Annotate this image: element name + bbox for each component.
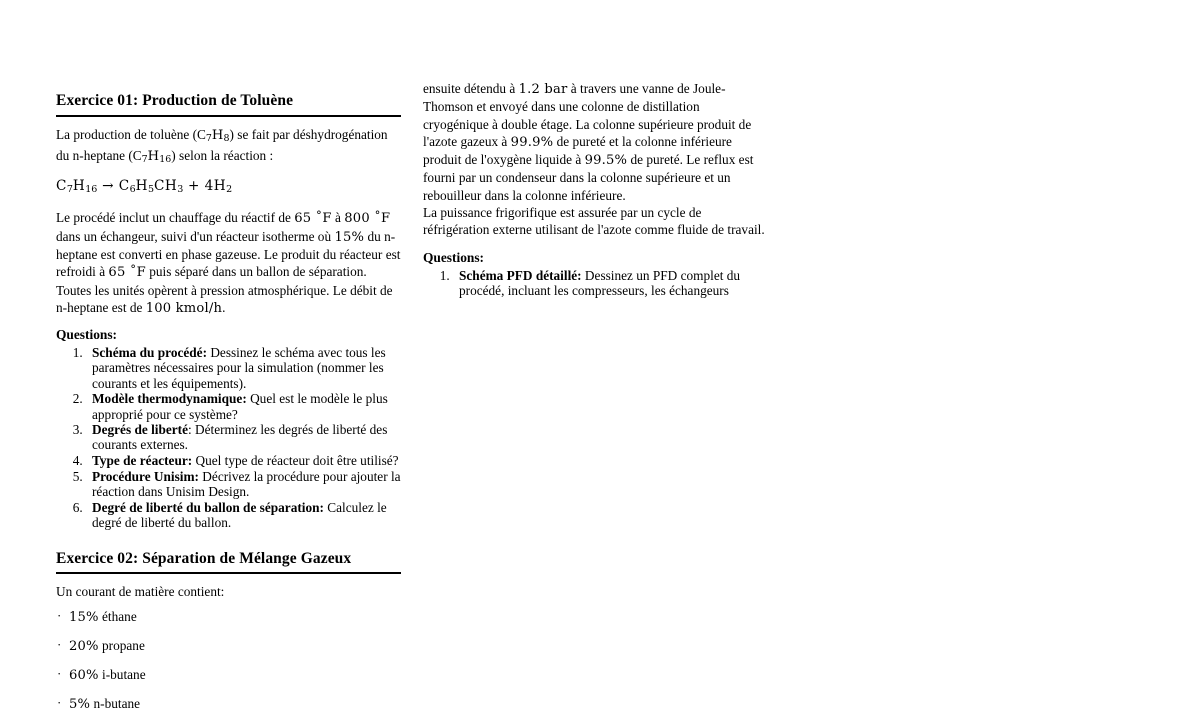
list-item: [56, 609, 401, 626]
process-text-2: à: [331, 210, 345, 226]
process-text-4: du n-heptane est converti en phase gazeuse. Le produit du réacteur est refroidi à: [56, 228, 401, 280]
toluene-sub-h: 8: [223, 132, 230, 144]
component-name: i-butane: [98, 666, 146, 682]
continuation-text-4: de pureté. Le reflux est fourni par un condenseur dans la colonne supérieure et un rebouilleur dans la colonne inférieure.: [423, 152, 754, 203]
exercise-1-heading-rule: [56, 115, 401, 117]
question-text: Calculez le degré de liberté du ballon.: [92, 499, 387, 530]
exercise-2-heading: Exercice 02: Séparation de Mélange Gazeux: [56, 549, 352, 567]
list-item: [86, 422, 401, 452]
component-name: éthane: [98, 608, 137, 624]
right-column: [423, 80, 765, 299]
question-title: Degrés de liberté: [92, 422, 188, 438]
list-item: [86, 345, 401, 391]
exercise-1-heading: Exercice 01: Production de Toluène: [56, 92, 294, 109]
list-item: [86, 469, 401, 499]
bullet-icon: ·: [57, 666, 62, 682]
component-value: 5%: [69, 696, 91, 712]
component-value: 15%: [69, 609, 99, 625]
question-text: Dessinez un PFD complet du procédé, incluant les compresseurs, les échangeurs: [459, 267, 741, 298]
equation-arrow: →: [102, 178, 114, 195]
exercise-1-intro-paragraph: [56, 126, 401, 169]
question-title: Schéma PFD détaillé:: [459, 267, 582, 283]
equation-reactant: $C_7H_{16}$: [56, 178, 98, 196]
bullet-icon: ·: [57, 695, 62, 711]
bullet-icon: ·: [57, 637, 62, 653]
conversion-value: 15%: [334, 229, 365, 245]
question-title: Degré de liberté du ballon de séparation:: [92, 499, 324, 515]
heptane-formula: [142, 149, 172, 164]
toluene-h: H: [211, 127, 224, 143]
intro-text-3: ) selon la réaction :: [171, 147, 274, 163]
reaction-equation: [56, 177, 401, 199]
process-text-6: .: [222, 299, 226, 315]
continuation-paragraph: [423, 80, 765, 204]
equation-plus: +: [188, 178, 200, 195]
continuation-text-1: ensuite détendu à: [423, 81, 519, 96]
exercise-1-process-paragraph: [56, 209, 401, 317]
list-item: [453, 268, 765, 298]
temp-inlet-value: 65 ˚F: [294, 211, 332, 227]
list-item: [86, 453, 401, 468]
continuation-text-3: de pureté et la colonne inférieure produit de l'oxygène liquide à: [423, 133, 732, 168]
list-item: [86, 500, 401, 530]
question-title: Type de réacteur:: [92, 453, 193, 469]
component-name: n-butane: [90, 695, 141, 711]
flowrate-value: 100 kmol/h: [145, 300, 223, 316]
question-text: Quel type de réacteur doit être utilisé?: [192, 453, 399, 469]
process-text-3: dans un échangeur, suivi d'un réacteur isotherme où: [56, 228, 335, 244]
exercise-1-questions-label: Questions:: [56, 327, 118, 343]
question-title: Schéma du procédé:: [92, 345, 207, 361]
list-item: [56, 667, 401, 684]
exercise-1-question-list: [56, 345, 401, 530]
intro-text-2: ) se fait par déshydrogénation du n-heptane (C: [56, 126, 388, 163]
equation-product-2: $4H_2$: [204, 178, 233, 196]
toluene-sub-c: 7: [205, 132, 212, 144]
heptane-sub-h: 16: [159, 154, 172, 166]
question-text: Dessinez le schéma avec tous les paramètres nécessaires pour la simulation (nommer les courants et les équipements).: [92, 345, 386, 391]
question-title: Procédure Unisim:: [92, 468, 199, 484]
process-text-1: Le procédé inclut un chauffage du réactif de: [56, 210, 295, 226]
mixture-components-list: [56, 609, 401, 713]
component-name: propane: [98, 637, 145, 653]
question-text: : Déterminez les degrés de liberté des courants externes.: [92, 422, 388, 453]
list-item: [56, 696, 401, 713]
heptane-sub-c: 7: [141, 154, 148, 166]
list-item: [86, 391, 401, 421]
equation-product-1: $C_6H_5CH_3$: [118, 178, 184, 196]
nitrogen-purity-value: 99.9%: [510, 134, 554, 150]
intro-text-1: La production de toluène (C: [56, 126, 206, 142]
pressure-value: 1.2 bar: [518, 82, 568, 97]
exercise-2-intro: Un courant de matière contient:: [56, 584, 225, 600]
right-questions-label: Questions:: [423, 249, 485, 265]
list-item: [56, 638, 401, 655]
cooling-paragraph: La puissance frigorifique est assurée par un cycle de réfrigération externe utilisant de l'azote comme fluide de travail.: [423, 205, 765, 238]
cooling-temp-value: 65 ˚F: [108, 265, 146, 281]
temp-outlet-value: 800 ˚F: [344, 211, 391, 227]
component-value: 20%: [69, 638, 99, 654]
left-column: [56, 92, 401, 725]
exercise-2-heading-rule: [56, 572, 401, 574]
question-text: Quel est le modèle le plus approprié pour ce système?: [92, 391, 388, 422]
process-text-5: puis séparé dans un ballon de séparation. Toutes les unités opèrent à pression atmosphérique. Le débit de n-heptane est de: [56, 264, 393, 315]
question-text: Décrivez la procédure pour ajouter la réaction dans Unisim Design.: [92, 468, 401, 500]
heptane-h: H: [147, 148, 160, 164]
right-question-list: [423, 268, 765, 298]
question-title: Modèle thermodynamique:: [92, 391, 247, 407]
component-value: 60%: [69, 667, 99, 683]
section-spacer: [56, 531, 401, 550]
toluene-formula: [206, 128, 230, 143]
continuation-text-2: à travers une vanne de Joule-Thomson et envoyé dans une colonne de distillation cryogénique à double étage. La colonne supérieure produit de l'azote gazeux à: [423, 81, 752, 149]
oxygen-purity-value: 99.5%: [584, 153, 628, 169]
bullet-icon: ·: [57, 608, 62, 624]
